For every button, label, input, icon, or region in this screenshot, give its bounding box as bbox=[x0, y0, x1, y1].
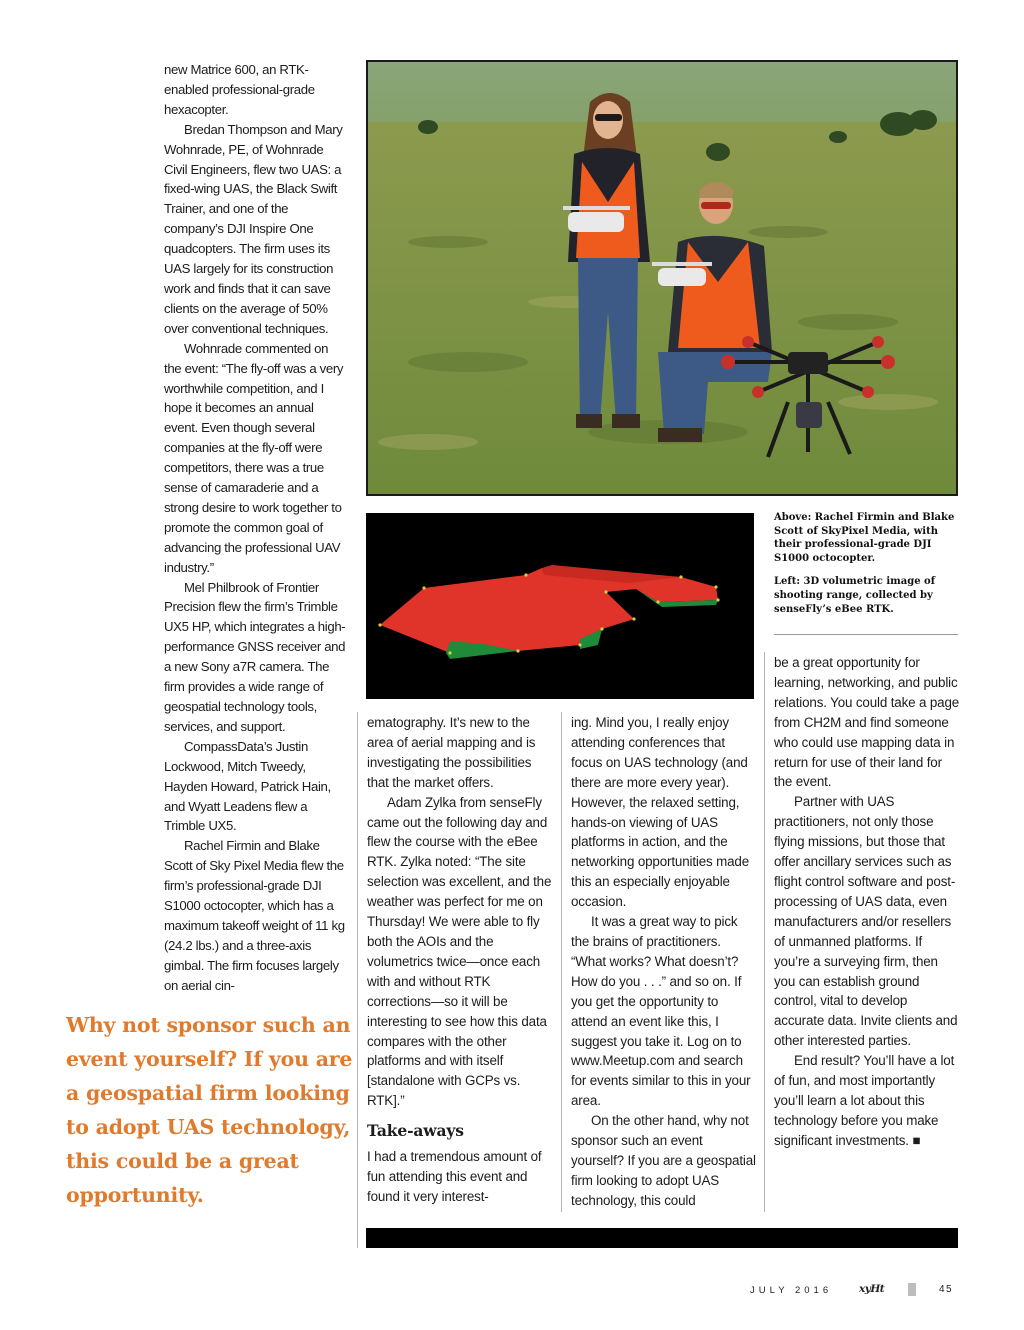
paragraph: End result? You’ll have a lot of fun, and most importantly you’ll learn a lot about this technology before you make significant investments. ■ bbox=[774, 1053, 955, 1148]
article-column-middle-1 bbox=[367, 713, 553, 1207]
caption-above: Above: Rachel Firmin and Blake Scott of SkyPixel Media, with their professional-grade DJI S1000 octocopter. bbox=[774, 512, 955, 564]
paragraph: On the other hand, why not sponsor such an event yourself? If you are a geospatial firm looking to adopt UAS technology, this could bbox=[571, 1113, 756, 1208]
page-number: 45 bbox=[939, 1284, 954, 1295]
column-rule bbox=[764, 652, 765, 1212]
column-rule bbox=[357, 712, 358, 1248]
caption-left: Left: 3D volumetric image of shooting range, collected by senseFly’s eBee RTK. bbox=[774, 576, 936, 615]
paragraph: CompassData’s Justin Lockwood, Mitch Tweedy, Hayden Howard, Patrick Hain, and Wyatt Leadens flew a Trimble UX5. bbox=[164, 738, 331, 834]
footer-date: JULY 2016 bbox=[750, 1285, 833, 1296]
paragraph: new Matrice 600, an RTK-enabled professional-grade hexacopter. bbox=[164, 62, 315, 117]
photo-captions bbox=[774, 511, 960, 626]
paragraph: ing. Mind you, I really enjoy attending conferences that focus on UAS technology (and there are more every year). However, the relaxed setting, hands-on viewing of UAS platforms in action, and the networking opportunities made this an especially enjoyable occasion. bbox=[571, 715, 750, 910]
paragraph: Rachel Firmin and Blake Scott of Sky Pixel Media flew the firm’s professional-grade DJI S1000 octocopter, which has a maximum takeoff weight of 11 kg (24.2 lbs.) and a three-axis gimbal. The firm focuses largely on aerial cin- bbox=[164, 838, 345, 993]
paragraph: be a great opportunity for learning, networking, and public relations. You could take a page from CH2M and find someone who could use mapping data in return for use of their land for the event. bbox=[774, 655, 960, 790]
caption-divider bbox=[774, 634, 958, 635]
paragraph: ematography. It’s new to the area of aerial mapping and is investigating the possibilities that the market offers. bbox=[367, 715, 536, 790]
footer-divider-block bbox=[908, 1283, 916, 1296]
volumetric-render-image bbox=[366, 513, 754, 699]
footer-brand-logo: xyHt bbox=[859, 1283, 885, 1295]
pull-quote: Why not sponsor such an event yourself? If you are a geospatial firm looking to adopt UAS technology, this could be a great opportunity. bbox=[66, 1013, 353, 1207]
article-column-middle-2 bbox=[571, 713, 757, 1211]
column-rule bbox=[561, 712, 562, 1212]
paragraph: It was a great way to pick the brains of practitioners. “What works? What doesn’t? How do you . . .” and so on. If you get the opportunity to attend an event like this, I suggest you take it. Log on to www.Meetup.com and search for events similar to this in your area. bbox=[571, 914, 751, 1109]
article-column-right bbox=[774, 653, 960, 1151]
paragraph: I had a tremendous amount of fun attending this event and found it very interest- bbox=[367, 1149, 542, 1204]
paragraph: Wohnrade commented on the event: “The fly-off was a very worthwhile competition, and I hope it becomes an annual event. Even though several companies at the fly-off were competitors, there was a true sense of camaraderie and a strong desire to work together to promote the common goal of advancing the professional UAV industry.” bbox=[164, 340, 344, 575]
paragraph: Partner with UAS practitioners, not only those flying missions, but those that offer ancillary services such as flight control software and post-processing of UAS data, even manufacturers and/or resellers of unmanned platforms. If you’re a surveying firm, then you can establish ground control, vital to develop accurate data. Invite clients and other interested parties. bbox=[774, 794, 958, 1049]
paragraph: Bredan Thompson and Mary Wohnrade, PE, of Wohnrade Civil Engineers, flew two UAS: a fixed-wing UAS, the Black Swift Trainer, and one of the company’s DJI Inspire One quadcopters. The firm uses its UAS largely for its construction work and finds that it can save clients on the average of 50% over conventional techniques. bbox=[164, 121, 343, 336]
section-heading-takeaways: Take-aways bbox=[367, 1121, 464, 1141]
page-footer bbox=[740, 1283, 960, 1299]
article-column-left bbox=[164, 60, 348, 996]
paragraph: Mel Philbrook of Frontier Precision flew the firm’s Trimble UX5 HP, which integrates a high-performance GNSS receiver and a new Sony a7R camera. The firm provides a wide range of geospatial technology tools, services, and support. bbox=[164, 579, 346, 734]
bottom-bar bbox=[366, 1228, 958, 1248]
photo-drone-team bbox=[366, 60, 958, 496]
paragraph: Adam Zylka from senseFly came out the following day and flew the course with the eBee RTK. Zylka noted: “The site selection was excellent, and the weather was perfect for me on Thursday! We were able to fly both the AOIs and the volumetrics twice—once each with and without RTK corrections—so it will be interesting to see how this data compares with the other platforms and with itself [standalone with GCPs vs. RTK].” bbox=[367, 794, 552, 1109]
